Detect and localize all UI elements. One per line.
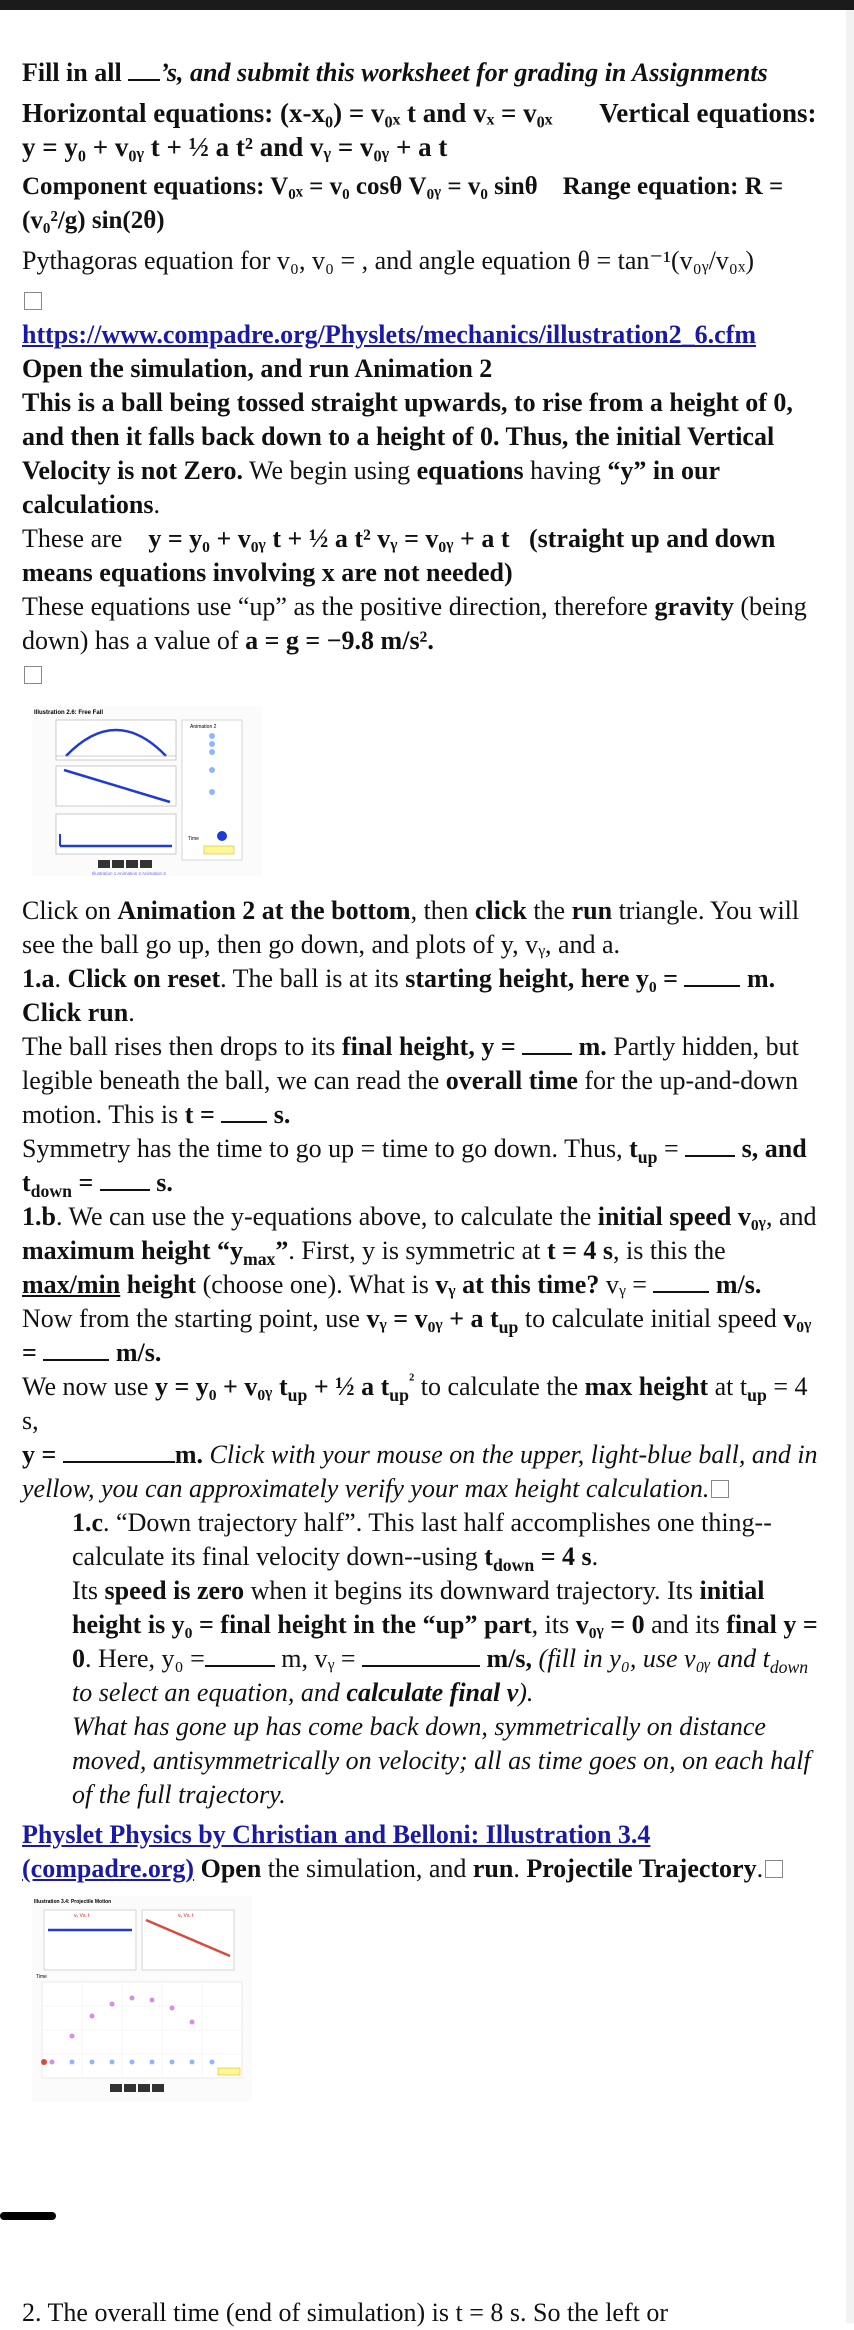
these-are-label: These are bbox=[22, 524, 123, 553]
q1a-dot: . bbox=[54, 964, 68, 993]
we-j: up bbox=[747, 1385, 767, 1406]
speed-n: down bbox=[769, 1657, 809, 1678]
q1b-e: maximum height “y bbox=[22, 1236, 243, 1265]
figure2-title: Illustration 3.4: Projectile Motion bbox=[34, 1899, 112, 1905]
placeholder-box bbox=[24, 292, 42, 310]
figure1-footer: Illustration 1 Animation 2 Animation 3 bbox=[92, 871, 166, 876]
we-g: to calculate the bbox=[414, 1372, 585, 1401]
sym-h: s. bbox=[149, 1168, 173, 1197]
we-e: up bbox=[389, 1385, 409, 1406]
speed-o: to select an equation, and bbox=[72, 1678, 347, 1707]
pythagoras-line bbox=[22, 244, 822, 278]
q1b-l: height bbox=[120, 1270, 197, 1299]
top-bar bbox=[0, 0, 854, 10]
q1a-period: . bbox=[128, 998, 135, 1027]
click-f: run bbox=[571, 896, 613, 925]
final-height-paragraph bbox=[22, 1030, 822, 1132]
y-a: y = bbox=[22, 1440, 63, 1469]
projectile-figure bbox=[32, 1896, 252, 2101]
y-max-answer-paragraph bbox=[22, 1438, 822, 1506]
sym-g: = bbox=[71, 1168, 100, 1197]
ymax-blank[interactable] bbox=[63, 1439, 175, 1463]
intro-text-a: We begin using bbox=[243, 456, 417, 485]
intro-text-b: equations bbox=[416, 456, 524, 485]
speed-e: , its bbox=[531, 1610, 576, 1639]
speed-l: m/s, bbox=[480, 1644, 533, 1673]
ball[interactable] bbox=[217, 831, 227, 841]
speed-d: initial height is y₀ = final height in the “up” part bbox=[72, 1576, 765, 1639]
question-1c bbox=[22, 1506, 822, 1574]
checkbox-1 bbox=[22, 284, 822, 318]
header-part-b: ’s, and submit this worksheet for grading in Assignments bbox=[160, 58, 768, 87]
now-c: up bbox=[498, 1317, 519, 1338]
we-c: up bbox=[287, 1385, 308, 1406]
scrollbar[interactable] bbox=[846, 10, 854, 2323]
up-positive-paragraph bbox=[22, 590, 822, 658]
q1c-number: 1.c bbox=[72, 1508, 104, 1537]
vertical-label: Vertical equations: bbox=[599, 98, 817, 128]
overall-time-blank[interactable] bbox=[221, 1099, 267, 1123]
we-b: y = y₀ + v₀ᵧ t bbox=[154, 1372, 288, 1401]
range-label: Range equation: bbox=[562, 173, 739, 200]
sym-d: = bbox=[657, 1134, 686, 1163]
speed-m: (fill in y₀, use v₀ᵧ and t bbox=[532, 1644, 770, 1673]
q1b-m: (choose one). What is bbox=[196, 1270, 436, 1299]
q1a-unit: m. bbox=[740, 964, 776, 993]
q1c-d: down bbox=[492, 1555, 535, 1576]
q1b-h: . First, y is symmetric at bbox=[288, 1236, 547, 1265]
q1b-o: vᵧ = bbox=[599, 1270, 654, 1299]
final-h: s. bbox=[267, 1100, 291, 1129]
horizontal-label: Horizontal equations: bbox=[22, 98, 274, 128]
sym-c: up bbox=[637, 1147, 658, 1168]
t-up-blank[interactable] bbox=[685, 1133, 735, 1157]
we-d: + ½ a t bbox=[307, 1372, 390, 1401]
symmetry-paragraph bbox=[22, 1132, 822, 1200]
now-f: m/s. bbox=[109, 1338, 162, 1367]
component-range-equations bbox=[22, 170, 822, 238]
q1a-text: . The ball is at its bbox=[220, 964, 406, 993]
y-equation-note: (straight up and down means equations involving x are not needed) bbox=[22, 524, 776, 587]
final-b: final height, y = bbox=[341, 1032, 523, 1061]
q1c-c: t bbox=[484, 1542, 493, 1571]
speed-h: final y = 0 bbox=[72, 1610, 818, 1673]
now-a: Now from the starting point, use bbox=[22, 1304, 367, 1333]
horizontal-vertical-equations bbox=[22, 96, 822, 164]
header-line bbox=[22, 56, 822, 90]
speed-a: Its bbox=[72, 1576, 105, 1605]
q1b-n: vᵧ at this time? bbox=[435, 1270, 600, 1299]
figure1-title: Illustration 2.6: Free Fall bbox=[34, 710, 104, 716]
sym-e: s, and t bbox=[22, 1134, 807, 1197]
plot-vx-vs-t bbox=[44, 1910, 136, 1970]
question-1a bbox=[22, 962, 822, 1030]
placeholder-box bbox=[765, 1860, 783, 1878]
placeholder-box bbox=[24, 666, 42, 684]
speed-i: . Here, bbox=[85, 1644, 162, 1673]
figure2-plot2-label: vᵧ Vs. t bbox=[178, 1913, 194, 1919]
speed-zero-paragraph bbox=[22, 1574, 822, 1710]
v0y-blank[interactable] bbox=[43, 1337, 109, 1361]
click-c: , then bbox=[410, 896, 475, 925]
speed-b: speed is zero bbox=[104, 1576, 245, 1605]
click-b: Animation 2 at the bottom bbox=[117, 896, 411, 925]
plot-vy-vs-t-2 bbox=[142, 1910, 234, 1970]
q1b-d: , and bbox=[766, 1202, 817, 1231]
we-i: at t bbox=[708, 1372, 748, 1401]
link2-c: run bbox=[472, 1854, 514, 1883]
initial-speed-paragraph bbox=[22, 1302, 822, 1370]
figure1-time-label: Time bbox=[188, 836, 199, 842]
projectile-simulation-thumbnail[interactable] bbox=[32, 1896, 822, 2101]
q1c-e: = 4 s bbox=[534, 1542, 592, 1571]
speed-q: ). bbox=[518, 1678, 534, 1707]
max-min-choice[interactable]: max/min bbox=[22, 1270, 121, 1299]
checkbox-2 bbox=[22, 658, 822, 692]
free-fall-simulation-thumbnail[interactable] bbox=[32, 706, 822, 876]
speed-c: when it begins its downward trajectory. Its bbox=[244, 1576, 700, 1605]
cut-off-line bbox=[0, 2296, 854, 2330]
q1b-number: 1.b bbox=[22, 1202, 56, 1231]
intro-text-e: . bbox=[153, 490, 160, 519]
intro-bold: This is a ball being tossed straight upwards, to rise from a height of 0, and then it falls back down to a height of 0. Thus, the initial Vertical Velocity is not Zero. bbox=[22, 388, 793, 485]
final-d: Partly hidden, but legible beneath the ball, we can read the bbox=[22, 1032, 799, 1095]
vy-final-blank[interactable] bbox=[362, 1643, 480, 1667]
q1a-click-run: Click run bbox=[22, 998, 129, 1027]
figure2-plot1-label: vₓ Vs. t bbox=[74, 1913, 90, 1919]
q1b-g: ” bbox=[275, 1236, 289, 1265]
q1a-y0: , here y₀ = bbox=[567, 964, 685, 993]
plot-a-vs-t bbox=[56, 814, 176, 854]
worksheet-content bbox=[22, 56, 822, 2113]
intro-text-d: “y” in our calculations bbox=[22, 456, 720, 519]
click-e: the bbox=[526, 896, 572, 925]
speed-f: v₀ᵧ = 0 bbox=[575, 1610, 645, 1639]
these-are-paragraph bbox=[22, 522, 822, 590]
now-d: to calculate initial speed bbox=[518, 1304, 784, 1333]
final-height-blank[interactable] bbox=[522, 1031, 572, 1055]
sym-a: Symmetry has the time to go up = time to go down. Thus, bbox=[22, 1134, 630, 1163]
click-d: click bbox=[474, 896, 527, 925]
compadre-link-3-4[interactable]: Physlet Physics by Christian and Belloni: Illustration 3.4 (compadre.org) bbox=[22, 1820, 651, 1883]
link2-paragraph bbox=[22, 1818, 822, 1886]
black-marker-line bbox=[0, 2212, 56, 2220]
cut-off-text: 2. The overall time (end of simulation) is t = 8 s. So the left or bbox=[22, 2298, 669, 2327]
compadre-link-2-6[interactable]: https://www.compadre.org/Physlets/mechanics/illustration2_6.cfm bbox=[22, 320, 756, 349]
q1c-f: . bbox=[591, 1542, 599, 1571]
question-1b bbox=[22, 1200, 822, 1302]
launch-ball[interactable] bbox=[41, 2059, 47, 2065]
link2-d: . bbox=[513, 1854, 527, 1883]
range-eq: R = (v₀²/g) sin(2θ) bbox=[22, 173, 784, 234]
placeholder-box bbox=[711, 1480, 729, 1498]
link2-e: Projectile Trajectory bbox=[526, 1854, 757, 1883]
reset-button[interactable] bbox=[140, 860, 152, 868]
sym-f: down bbox=[30, 1181, 72, 1202]
free-fall-figure bbox=[32, 706, 262, 876]
link2-f: . bbox=[756, 1854, 764, 1883]
click-instructions bbox=[22, 894, 822, 962]
play-button[interactable] bbox=[98, 860, 110, 868]
header-part-a: Fill in all bbox=[22, 58, 129, 87]
reset-button-2[interactable] bbox=[152, 2084, 164, 2092]
figure1-side-label: Animation 2 bbox=[190, 724, 217, 730]
sym-b: t bbox=[629, 1134, 638, 1163]
component-eq: V₀ₓ = v₀ cosθ V₀ᵧ = v₀ sinθ bbox=[270, 173, 538, 200]
up-positive-c: (being down) has a value of bbox=[22, 592, 807, 655]
y-b: m. bbox=[174, 1440, 203, 1469]
y-c: Click with your mouse on the upper, light-blue ball, and in yellow, you can approximately verify your max height calculation. bbox=[22, 1440, 818, 1503]
q1b-b: . We can use the y-equations above, to calculate the bbox=[55, 1202, 598, 1231]
final-a: The ball rises then drops to its bbox=[22, 1032, 342, 1061]
plot-y-vs-t bbox=[56, 720, 176, 760]
click-g: triangle. You will see the ball go up, then go down, and plots of y, vᵧ, and a. bbox=[22, 896, 800, 959]
final-c: m. bbox=[572, 1032, 607, 1061]
q1a-starting-height: starting height bbox=[405, 964, 568, 993]
max-height-paragraph bbox=[22, 1370, 822, 1438]
click-a: Click on bbox=[22, 896, 118, 925]
link1-after: Open the simulation, and run Animation 2 bbox=[22, 354, 493, 383]
we-h: max height bbox=[584, 1372, 709, 1401]
q1a-click-reset: Click on reset bbox=[67, 964, 221, 993]
we-k: = 4 s, bbox=[22, 1372, 808, 1435]
up-positive-d: a = g = −9.8 m/s². bbox=[245, 626, 434, 655]
we-a: We now use bbox=[22, 1372, 155, 1401]
speed-k: m, vᵧ = bbox=[274, 1644, 363, 1673]
q1b-j: , is this the bbox=[613, 1236, 726, 1265]
final-e: overall time bbox=[445, 1066, 578, 1095]
vertical-eq: y = y₀ + v₀ᵧ t + ½ a t² and vᵧ = v₀ᵧ + a t bbox=[22, 132, 448, 162]
intro-paragraph bbox=[22, 386, 822, 522]
q1a-number: 1.a bbox=[22, 964, 55, 993]
pythagoras-text: Pythagoras equation for v₀, v₀ = , and angle equation θ = tan⁻¹(v₀ᵧ/v₀ₓ) bbox=[22, 246, 755, 275]
y0-down-blank[interactable] bbox=[205, 1643, 275, 1667]
y0-blank[interactable] bbox=[684, 963, 740, 987]
up-positive-b: gravity bbox=[654, 592, 734, 621]
y-equation-set: y = y₀ + v₀ᵧ t + ½ a t² vᵧ = v₀ᵧ + a t bbox=[148, 524, 510, 553]
component-label: Component equations: bbox=[22, 173, 265, 200]
figure2-time-label: Time bbox=[36, 1974, 47, 1980]
intro-text-c: having bbox=[523, 456, 608, 485]
header-blank[interactable] bbox=[128, 57, 160, 81]
we-f: ² bbox=[408, 1369, 415, 1390]
q1b-f: max bbox=[243, 1249, 276, 1270]
vy-blank[interactable] bbox=[653, 1269, 709, 1293]
now-e: v₀ᵧ = bbox=[22, 1304, 812, 1367]
pause-button-2[interactable] bbox=[124, 2084, 136, 2092]
q1c-b: . “Down trajectory half”. This last half accomplishes one thing--calculate its final velocity down--using bbox=[72, 1508, 772, 1571]
step-button[interactable] bbox=[126, 860, 138, 868]
speed-j: y₀ = bbox=[161, 1644, 205, 1673]
q1b-i: t = 4 s bbox=[546, 1236, 614, 1265]
speed-p: calculate final v bbox=[346, 1678, 519, 1707]
link1-paragraph bbox=[22, 318, 822, 386]
up-positive-a: These equations use “up” as the positive direction, therefore bbox=[22, 592, 655, 621]
t-down-blank[interactable] bbox=[100, 1167, 150, 1191]
link2-a: Open bbox=[194, 1854, 262, 1883]
now-b: vᵧ = v₀ᵧ + a t bbox=[366, 1304, 499, 1333]
step-button-2[interactable] bbox=[138, 2084, 150, 2092]
what-has-gone-up: What has gone up has come back down, symmetrically on distance moved, antisymmetrically on velocity; all as time goes on, on each half of the full trajectory. bbox=[72, 1712, 811, 1809]
link2-b: the simulation, and bbox=[261, 1854, 473, 1883]
pause-button[interactable] bbox=[112, 860, 124, 868]
q1b-p: m/s. bbox=[709, 1270, 762, 1299]
final-f: for the up-and-down motion. This is bbox=[22, 1066, 799, 1129]
final-g: t = bbox=[184, 1100, 222, 1129]
q1b-c: initial speed v₀ᵧ bbox=[597, 1202, 766, 1231]
speed-g: and its bbox=[644, 1610, 727, 1639]
horizontal-eq: (x-x₀) = v₀ₓ t and vₓ = v₀ₓ bbox=[280, 98, 553, 128]
play-button-2[interactable] bbox=[110, 2084, 122, 2092]
